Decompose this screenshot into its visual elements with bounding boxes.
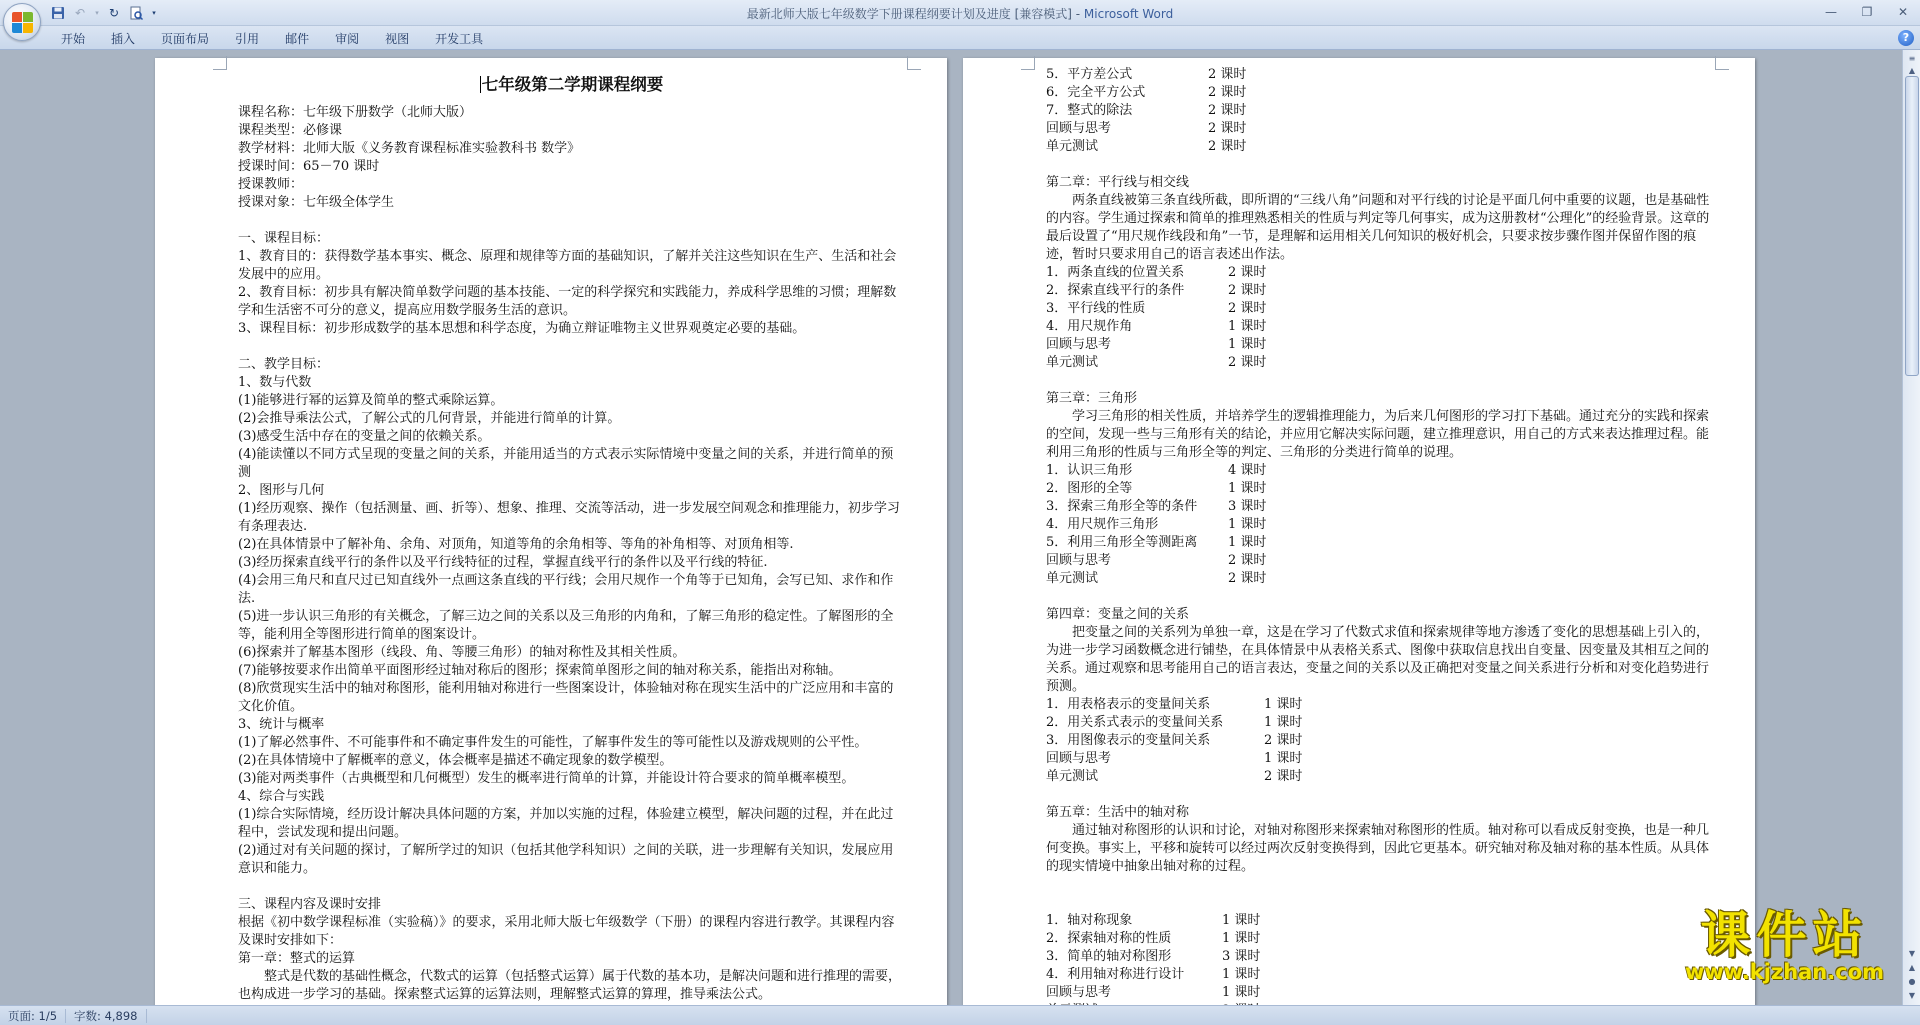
chapter-heading: 第三章：三角形 [1046,391,1138,406]
lesson-hours: 2 课时 [1228,283,1267,298]
course-info-line: 授课时间：65－70 课时 [238,159,380,174]
office-logo-icon [12,12,33,33]
site-watermark-logo: 课件站 www.kjzhan.com [1684,906,1884,984]
objective-item: (1)综合实际情境，经历设计解决具体问题的方案，并加以实施的过程，体验建立模型，解决问题的过程，并在此过程中，尝试发现和提出问题。 [238,807,894,840]
section-heading: 二、教学目标： [238,357,330,372]
objective-item: (6)探索并了解基本图形（线段、角、等腰三角形）的轴对称性及其相关性质。 [238,645,686,660]
schedule-row [1046,552,1718,570]
tab-developer[interactable]: 开发工具 [435,32,484,46]
undo-icon[interactable]: ↶ [74,6,86,20]
schedule-row [1046,336,1718,354]
lesson-topic: 7．整式的除法 [1046,103,1133,118]
lesson-topic: 3．用图像表示的变量间关系 [1046,733,1211,748]
lesson-topic: 2．图形的全等 [1046,481,1133,496]
objective-item: (1)了解必然事件、不可能事件和不确定事件发生的可能性，了解事件发生的等可能性以及游戏规则的公平性。 [238,735,868,750]
goal-item: 1、教育目的：获得数学基本事实、概念、原理和规律等方面的基础知识，了解并关注这些知识在生产、生活和社会发展中的应用。 [238,249,897,282]
lesson-topic: 2．探索轴对称的性质 [1046,931,1172,946]
tab-view[interactable]: 视图 [385,32,410,46]
window-controls [1820,3,1914,21]
objective-item: (2)会推导乘法公式，了解公式的几何背景，并能进行简单的计算。 [238,411,621,426]
lesson-hours: 2 课时 [1228,301,1267,316]
chapter-heading: 第二章：平行线与相交线 [1046,175,1190,190]
lesson-topic: 1．轴对称现象 [1046,913,1133,928]
tab-page-layout[interactable]: 页面布局 [161,32,210,46]
margin-marker [213,56,227,70]
ruler-toggle-icon[interactable]: ≡ [1908,54,1916,63]
title-bar [0,0,1920,26]
objective-item: (2)在具体情境中了解概率的意义，体会概率是描述不确定现象的数学模型。 [238,753,673,768]
paragraph: 两条直线被第三条直线所截，即所谓的“三线八角”问题和对平行线的讨论是平面几何中重要的议题，也是基础性的内容。学生通过探索和简单的推理熟悉相关的性质与判定等几何事实，成为这册教材“公理化”的经验背景。这章的最后设置了“用尺规作线段和角”一节，是理解和运用相关几何知识的极好机会，只要求按步骤作图并保留作图的痕迹，暂时只要求用自己的语言表述出作法。 [1046,193,1710,262]
schedule-row [1046,462,1718,480]
lesson-hours: 1 课时 [1228,337,1267,352]
lesson-topic: 单元测试 [1046,355,1099,370]
objective-item: (3)感受生活中存在的变量之间的依赖关系。 [238,429,491,444]
lesson-hours: 2 课时 [1264,769,1303,784]
schedule-row [1046,480,1718,498]
schedule-row [1046,948,1718,966]
paragraph: 通过轴对称图形的认识和讨论，对轴对称图形来探索轴对称图形的性质。轴对称可以看成反射变换，也是一种几何变换。事实上，平移和旋转可以经过两次反射变换得到，因此它更基本。研究轴对称及轴对称的基本性质。从具体的现实情境中抽象出轴对称的过程。 [1046,823,1710,874]
goal-item: 2、教育目标：初步具有解决简单数学问题的基本技能、一定的科学探究和实践能力，养成科学思维的习惯；理解数学和生活密不可分的意义，提高应用数学服务生活的意识。 [238,285,897,318]
objective-item: 1、数与代数 [238,375,312,390]
schedule-row [1046,750,1718,768]
help-icon[interactable]: ? [1898,30,1914,46]
lesson-topic: 3．平行线的性质 [1046,301,1146,316]
objective-item: (2)在具体情景中了解补角、余角、对顶角，知道等角的余角相等、等角的补角相等、对顶角相等. [238,537,794,552]
document-page-2[interactable] [963,58,1755,1018]
schedule-row [1046,264,1718,282]
customize-toolbar-icon[interactable]: ▾ [152,9,156,17]
document-area[interactable] [0,50,1902,1005]
lesson-hours: 2 课时 [1228,265,1267,280]
lesson-hours: 3 课时 [1222,949,1261,964]
lesson-topic: 1．用表格表示的变量间关系 [1046,697,1211,712]
text-cursor [480,76,481,93]
office-button[interactable] [3,3,41,41]
lesson-topic: 6．完全平方公式 [1046,85,1146,100]
lesson-hours: 3 课时 [1228,499,1267,514]
objective-item: (2)通过对有关问题的探讨，了解所学过的知识（包括其他学科知识）之间的关联，进一步理解有关知识，发展应用意识和能力。 [238,843,894,876]
lesson-topic: 单元测试 [1046,139,1099,154]
course-info-line: 授课教师： [238,177,304,192]
lesson-topic: 4．利用轴对称进行设计 [1046,967,1185,982]
page-count-status[interactable]: 页面: 1/5 [0,1009,66,1023]
schedule-row [1046,282,1718,300]
schedule-row [1046,696,1718,714]
lesson-hours: 2 课时 [1208,139,1247,154]
tab-insert[interactable]: 插入 [111,32,136,46]
lesson-topic: 1．两条直线的位置关系 [1046,265,1185,280]
chapter-heading: 第一章：整式的运算 [238,951,356,966]
restore-icon[interactable]: ❐ [1861,5,1873,19]
lesson-topic: 单元测试 [1046,571,1099,586]
paragraph: 把变量之间的关系列为单独一章，这是在学习了代数式求值和探索规律等地方渗透了变化的思想基础上引入的，为进一步学习函数概念进行铺垫，在具体情景中从表格关系式、图像中获取信息找出自变量、因变量及其相互之间的关系。通过观察和思考能用自己的语言表达，变量之间的关系以及正确把对变量之间关系进行分析和对变化趋势进行预测。 [1046,625,1710,694]
lesson-topic: 4．用尺规作三角形 [1046,517,1159,532]
schedule-row [1046,984,1718,1002]
browse-object-icon[interactable]: ● [1908,977,1916,986]
lesson-hours: 1 课时 [1222,967,1261,982]
objective-item: (3)经历探索直线平行的条件以及平行线特征的过程，掌握直线平行的条件以及平行线的特征. [238,555,768,570]
tab-mailings[interactable]: 邮件 [285,32,310,46]
margin-marker [1021,56,1035,70]
schedule-row [1046,102,1718,120]
document-title: 七年级第二学期课程纲要 [481,75,664,94]
window-title: 最新北师大版七年级数学下册课程纲要计划及进度 [兼容模式] - Microsoft Word [746,7,1174,21]
section-heading: 一、课程目标： [238,231,330,246]
tab-review[interactable]: 审阅 [335,32,360,46]
paragraph: 整式是代数的基础性概念，代数式的运算（包括整式运算）属于代数的基本功，是解决问题和进行推理的需要，也构成进一步学习的基础。探索整式运算的运算法则，理解整式运算的算理，推导乘法公式。 [238,969,902,1002]
lesson-topic: 5．平方差公式 [1046,67,1133,82]
paragraph: 学习三角形的相关性质，并培养学生的逻辑推理能力，为后来几何图形的学习打下基础。通过充分的实践和探索的空间，发现一些与三角形有关的结论，并应用它解决实际问题，建立推理意识，用自己的方式来表达推理过程。能利用三角形的性质与三角形全等的判定、三角形的分类进行简单的说理。 [1046,409,1710,460]
lesson-topic: 4．用尺规作角 [1046,319,1133,334]
schedule-row [1046,732,1718,750]
lesson-hours: 4 课时 [1228,463,1267,478]
objective-item: 3、统计与概率 [238,717,325,732]
objective-item: (7)能够按要求作出简单平面图形经过轴对称后的图形；探索简单图形之间的轴对称关系，能指出对称轴。 [238,663,842,678]
schedule-row [1046,66,1718,84]
objective-item: (8)欣赏现实生活中的轴对称图形，能利用轴对称进行一些图案设计，体验轴对称在现实生活中的广泛应用和丰富的文化价值。 [238,681,894,714]
lesson-topic: 5．利用三角形全等测距离 [1046,535,1198,550]
paragraph: 根据《初中数学课程标准（实验稿）》的要求，采用北师大版七年级数学（下册）的课程内容进行教学。其课程内容及课时安排如下： [238,915,895,948]
schedule-row [1046,768,1718,786]
course-info-line: 课程类型：必修课 [238,123,343,138]
lesson-hours: 1 课时 [1222,931,1261,946]
lesson-hours: 1 课时 [1222,985,1261,1000]
schedule-row [1046,534,1718,552]
schedule-row [1046,318,1718,336]
lesson-hours: 2 课时 [1228,553,1267,568]
section-heading: 三、课程内容及课时安排 [238,897,382,912]
schedule-row [1046,966,1718,984]
lesson-topic: 3．简单的轴对称图形 [1046,949,1172,964]
vertical-scrollbar[interactable] [1902,50,1920,1005]
objective-item: (1)能够进行幂的运算及简单的整式乘除运算。 [238,393,504,408]
schedule-row [1046,84,1718,102]
schedule-row [1046,300,1718,318]
objective-item: (4)能读懂以不同方式呈现的变量之间的关系，并能用适当的方式表示实际情境中变量之间的关系，并进行简单的预测 [238,447,894,480]
lesson-hours: 1 课时 [1264,715,1303,730]
lesson-topic: 回顾与思考 [1046,751,1112,766]
lesson-hours: 1 课时 [1222,913,1261,928]
lesson-hours: 1 课时 [1264,697,1303,712]
scroll-down-icon[interactable]: ▼ [1908,949,1916,958]
close-icon[interactable]: ✕ [1897,5,1909,19]
lesson-topic: 回顾与思考 [1046,337,1112,352]
schedule-row [1046,930,1718,948]
status-bar [0,1005,1920,1025]
goal-item: 3、课程目标：初步形成数学的基本思想和科学态度，为确立辩证唯物主义世界观奠定必要的基础。 [238,321,806,336]
lesson-hours: 1 课时 [1228,517,1267,532]
course-info-line: 授课对象：七年级全体学生 [238,195,395,210]
chapter-heading: 第四章：变量之间的关系 [1046,607,1190,622]
objective-item: (5)进一步认识三角形的有关概念，了解三边之间的关系以及三角形的内角和，了解三角形的稳定性。了解图形的全等，能利用全等图形进行简单的图案设计。 [238,609,894,642]
lesson-topic: 单元测试 [1046,769,1099,784]
scroll-up-icon[interactable]: ▲ [1908,66,1916,75]
lesson-hours: 1 课时 [1264,751,1303,766]
tab-references[interactable]: 引用 [235,32,260,46]
lesson-topic: 3．探索三角形全等的条件 [1046,499,1198,514]
lesson-topic: 2．用关系式表示的变量间关系 [1046,715,1224,730]
tab-home[interactable]: 开始 [61,32,86,46]
lesson-topic: 回顾与思考 [1046,985,1112,1000]
schedule-row [1046,516,1718,534]
objective-item: (3)能对两类事件（古典概型和几何概型）发生的概率进行简单的计算，并能设计符合要求的简单概率模型。 [238,771,855,786]
next-page-icon[interactable]: ▼ [1908,991,1916,1000]
lesson-hours: 1 课时 [1228,319,1267,334]
scrollbar-thumb[interactable] [1905,76,1919,376]
schedule-row [1046,138,1718,156]
margin-marker [907,56,921,70]
undo-dropdown-icon[interactable]: ▾ [95,9,99,17]
lesson-hours: 1 课时 [1228,481,1267,496]
lesson-hours: 2 课时 [1208,85,1247,100]
schedule-row [1046,498,1718,516]
previous-page-icon[interactable]: ▲ [1908,963,1916,972]
objective-item: 2、图形与几何 [238,483,325,498]
lesson-topic: 回顾与思考 [1046,121,1112,136]
objective-item: (1)经历观察、操作（包括测量、画、折等）、想象、推理、交流等活动，进一步发展空间观念和推理能力，初步学习有条理表达. [238,501,900,534]
schedule-row [1046,120,1718,138]
lesson-hours: 2 课时 [1228,355,1267,370]
lesson-hours: 2 课时 [1208,103,1247,118]
lesson-topic: 2．探索直线平行的条件 [1046,283,1185,298]
lesson-topic: 回顾与思考 [1046,553,1112,568]
minimize-icon[interactable]: — [1825,5,1837,19]
document-page-1[interactable] [155,58,947,1018]
lesson-hours: 2 课时 [1208,67,1247,82]
schedule-row [1046,912,1718,930]
word-count-status[interactable]: 字数: 4,898 [66,1009,146,1023]
objective-item: (4)会用三角尺和直尺过已知直线外一点画这条直线的平行线；会用尺规作一个角等于已知角，会写已知、求作和作法. [238,573,894,606]
lesson-hours: 2 课时 [1228,571,1267,586]
schedule-row [1046,714,1718,732]
objective-item: 4、综合与实践 [238,789,325,804]
lesson-hours: 2 课时 [1208,121,1247,136]
chapter-heading: 第五章：生活中的轴对称 [1046,805,1190,820]
lesson-hours: 2 课时 [1264,733,1303,748]
course-info-line: 教学材料：北师大版《义务教育课程标准实验教科书 数学》 [238,141,581,156]
course-info-line: 课程名称：七年级下册数学（北师大版） [238,105,473,120]
schedule-row [1046,570,1718,588]
lesson-hours: 1 课时 [1228,535,1267,550]
ribbon-tab-bar [0,26,1920,50]
schedule-row [1046,354,1718,372]
lesson-topic: 1．认识三角形 [1046,463,1133,478]
redo-icon[interactable]: ↻ [108,6,120,20]
